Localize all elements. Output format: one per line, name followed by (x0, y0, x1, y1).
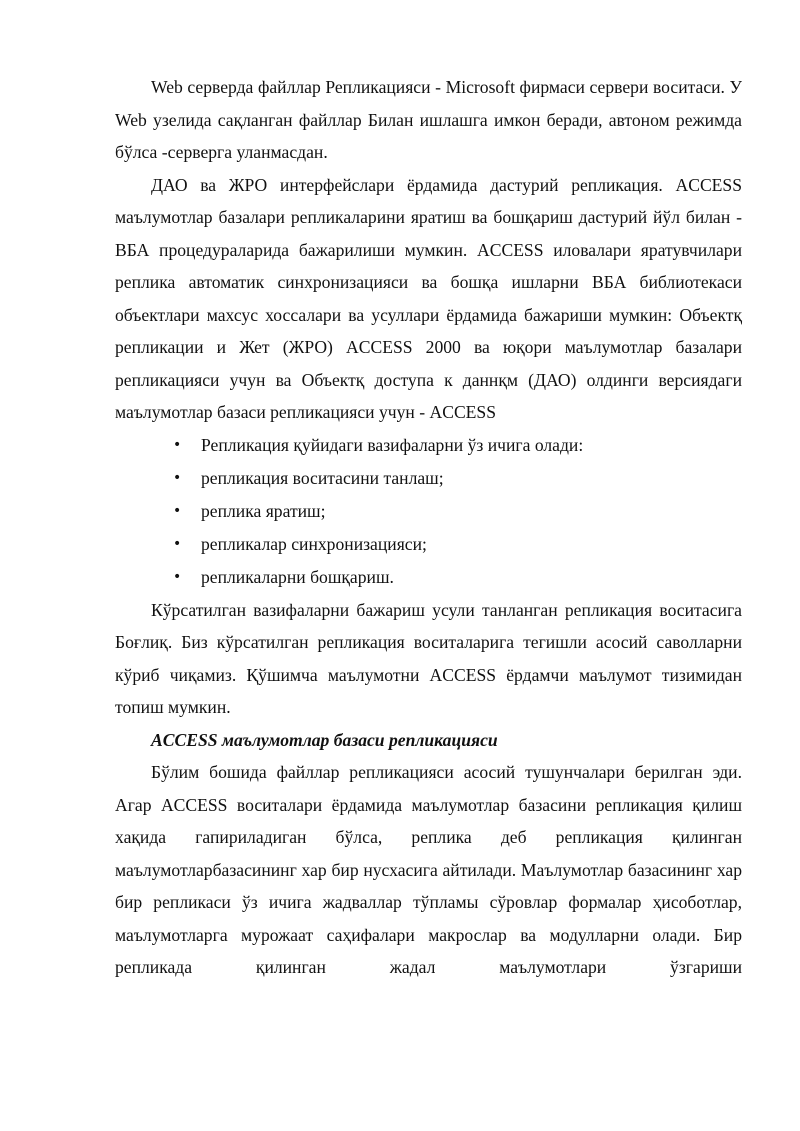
paragraph-dao-jro-replication: ДАО ва ЖРО интерфейслари ёрдамида дастурий репликация. ACCESS маълумотлар базалари репликаларини яратиш ва бошқариш дастурий йўл билан - ВБА процедураларида бажарилиши мумкин. ACCESS иловалари яратувчилари реплика автоматик синхронизацияси ва бошқа ишларни ВБА библиотекаси объектлари махсус хоссалари ва усуллари ёрдамида бажариши мумкин: Объектқ репликации и Жет (ЖРО) ACCESS 2000 ва юқори маълумотлар базалари репликацияси учун ва Объектқ доступа к даннқм (ДАО) олдинги версиядаги маълумотлар базаси репликацияси учун - ACCESS (115, 174, 742, 422)
list-item (173, 429, 742, 462)
list-item (173, 561, 742, 594)
list-item (173, 462, 742, 495)
section-heading: ACCESS маълумотлар базаси репликацияси (151, 729, 498, 750)
list-item-text: репликалар синхронизацияси; (201, 533, 427, 554)
list-item (173, 495, 742, 528)
paragraph-web-replication: Web серверда файллар Репликацияси - Microsoft фирмаси сервери воситаси. У Web узелида сақланган файллар Билан ишлашга имкон беради, автоном режимда бўлса -серверга уланмасдан. (115, 77, 742, 162)
replication-tasks-list (115, 429, 742, 594)
list-item-text: репликация воситасини танлаш; (201, 467, 444, 488)
bullet-icon: • (173, 436, 182, 453)
list-item (173, 528, 742, 561)
list-item-text: Репликация қуйидаги вазифаларни ўз ичига олади: (201, 434, 584, 455)
bullet-icon: • (173, 469, 182, 486)
bullet-icon: • (173, 535, 182, 552)
document-body (115, 71, 742, 984)
bullet-icon: • (173, 568, 182, 585)
paragraph-access-replication: Бўлим бошида файллар репликацияси асосий тушунчалари берилган эди. Агар ACCESS воситалари ёрдамида маълумотлар базасини репликация қилиш хақида гапириладиган бўлса, реплика деб репликация қилинган маълумотларбазасининг хар бир нусхасига айтилади. Маълумотлар базасининг хар бир репликаси ўз ичига жадваллар тўпламы сўровлар формалар ҳисоботлар, маълумотларга мурожаат саҳифалари макрослар ва модулларни олади. Бир репликада қилинган жадал маълумотлари ўзгариши (115, 762, 742, 977)
paragraph-tasks-method: Кўрсатилган вазифаларни бажариш усули танланган репликация воситасига Боғлиқ. Биз кўрсатилган репликация воситаларига тегишли асосий саволларни кўриб чиқамиз. Қўшимча маълумотни ACCESS ёрдамчи маълумот тизимидан топиш мумкин. (115, 599, 742, 717)
list-item-text: репликаларни бошқариш. (201, 566, 394, 587)
list-item-text: реплика яратиш; (201, 500, 326, 521)
bullet-icon: • (173, 502, 182, 519)
